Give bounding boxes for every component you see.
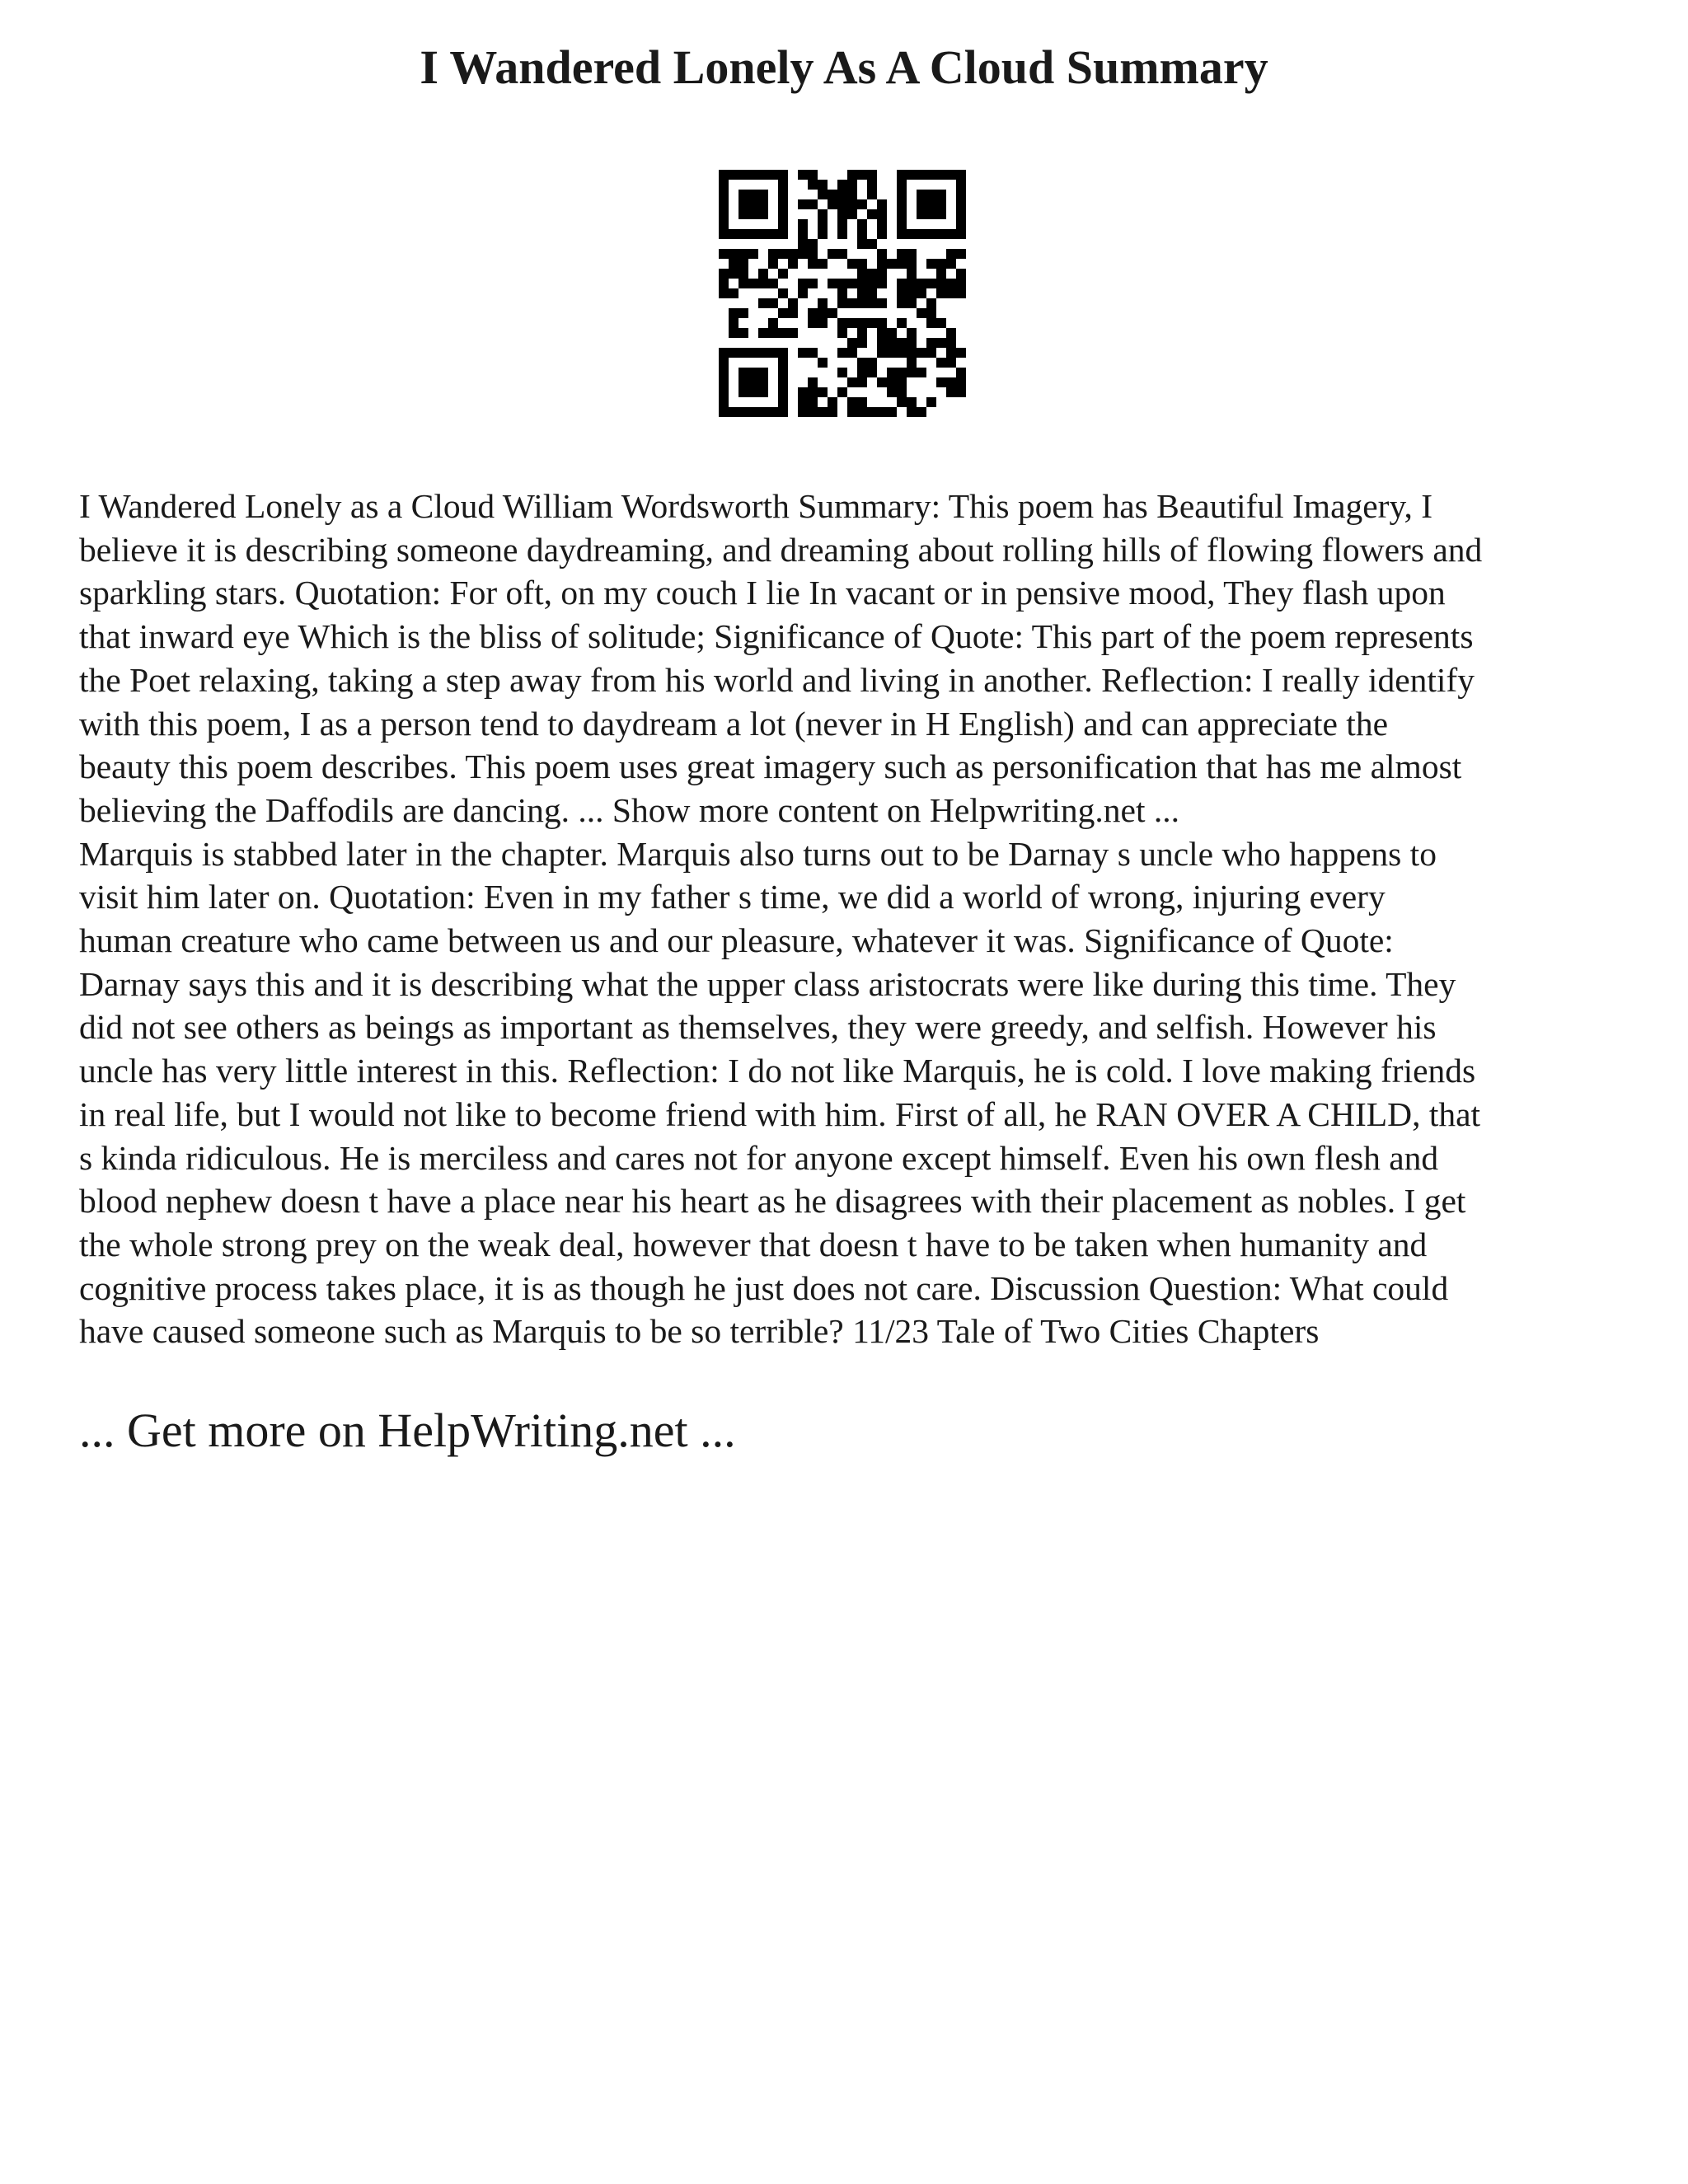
document-title: I Wandered Lonely As A Cloud Summary	[420, 40, 1268, 94]
document-body: I Wandered Lonely as a Cloud William Wordsworth Summary: This poem has Beautiful Imagery, I believe it is describing someone daydreaming, and dreaming about rolling hills of flowing flowers and sparkling stars. Quotation: For oft, on my couch I lie In vacant or in pensive mood, They flash upon that inward eye Which is the bliss of solitude; Significance of Quote: This part of the poem represents the Poet relaxing, taking a step away from his world and living in another. Reflection: I really identify with this poem, I as a person tend to daydream a lot (never in H English) and can appreciate the beauty this poem describes. This poem uses great imagery such as personification that has me almost believing the Daffodils are dancing. ... Show more content on Helpwriting.net ... Marquis is stabbed later in the chapter. Marquis also turns out to be Darnay s uncle who happens to visit him later on. Quotation: Even in my father s time, we did a world of wrong, injuring every human creature who came between us and our pleasure, whatever it was. Significance of Quote: Darnay says this and it is describing what the upper class aristocrats were like during this time. They did not see others as beings as important as themselves, they were greedy, and selfish. However his uncle has very little interest in this. Reflection: I do not like Marquis, he is cold. I love making friends in real life, but I would not like to become friend with him. First of all, he RAN OVER A CHILD, that s kinda ridiculous. He is merciless and cares not for anyone except himself. Even his own flesh and blood nephew doesn t have a place near his heart as he disagrees with their placement as nobles. I get the whole strong prey on the weak deal, however that doesn t have to be taken when humanity and cognitive process takes place, it is as though he just does not care. Discussion Question: What could have caused someone such as Marquis to be so terrible? 11/23 Tale of Two Cities Chapters	[79, 487, 1483, 1351]
get-more-link[interactable]: ... Get more on HelpWriting.net ...	[79, 1404, 736, 1457]
qr-code-icon	[719, 170, 966, 417]
